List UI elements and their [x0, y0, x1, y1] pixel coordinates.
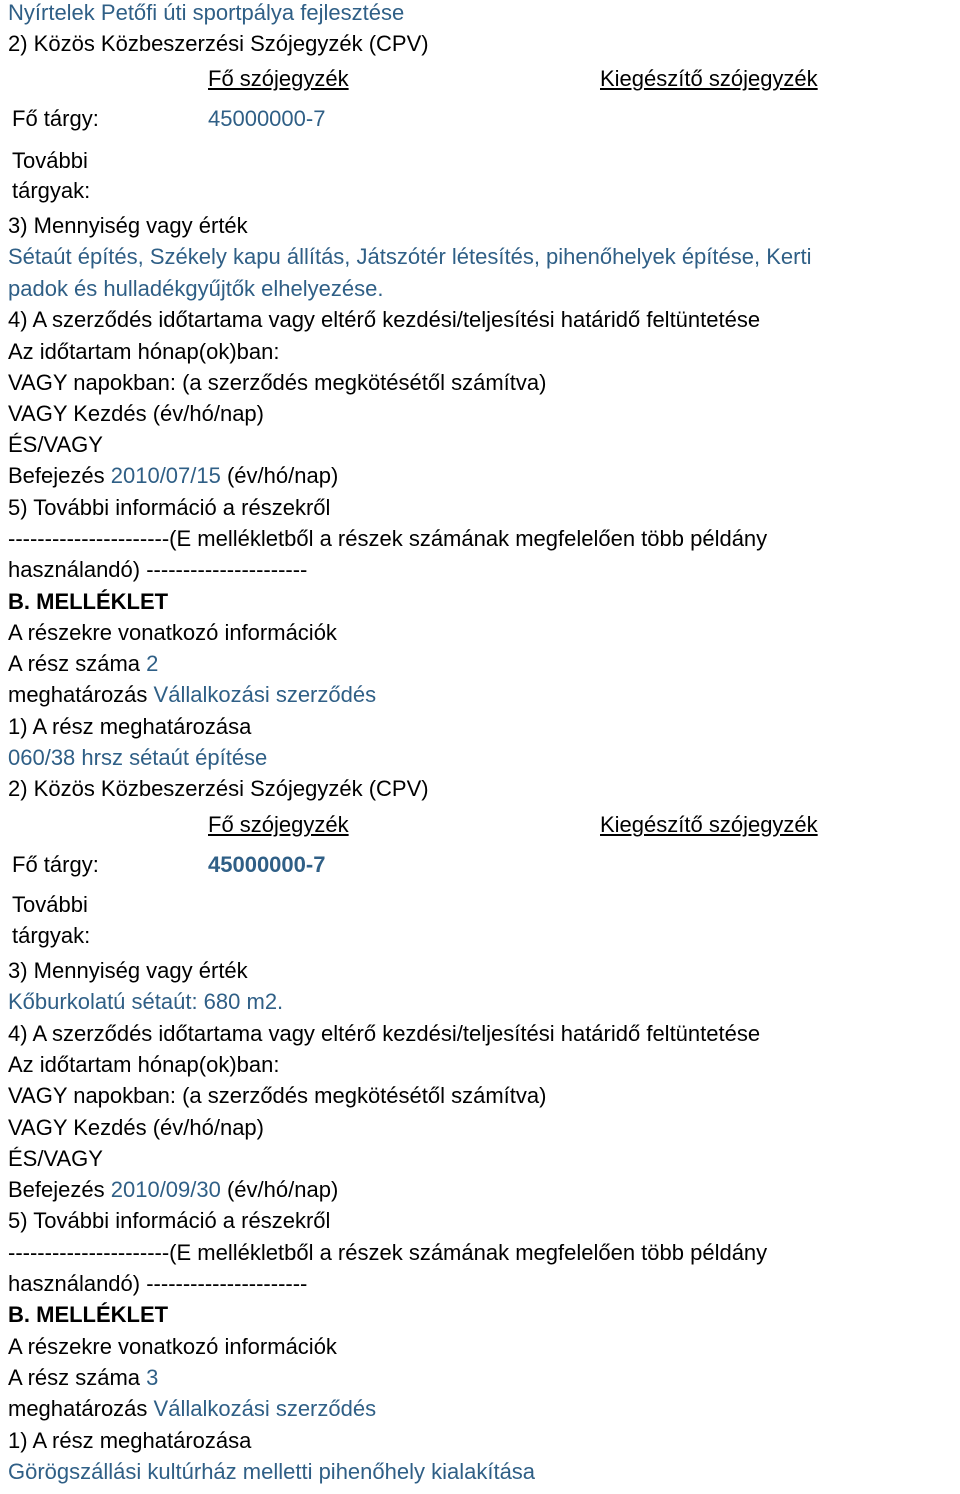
cpv-heading: 2) Közös Közbeszerzési Szójegyzék (CPV)	[8, 31, 429, 56]
part-number-value: 2	[146, 651, 159, 676]
main-object-code: 45000000-7	[208, 852, 326, 877]
part-number	[8, 651, 158, 677]
duration-months: Az időtartam hónap(ok)ban:	[8, 1052, 280, 1077]
part-definition-heading: 1) A rész meghatározása	[8, 1428, 252, 1453]
and-or: ÉS/VAGY	[8, 1146, 103, 1171]
end-date-label: Befejezés	[8, 463, 105, 488]
end-date-value: 2010/09/30	[110, 1177, 221, 1202]
further-objects-label-2: tárgyak:	[12, 923, 91, 948]
main-object-label: Fő tárgy:	[12, 106, 99, 131]
end-date	[8, 463, 338, 489]
annex-note-2: használandó) ----------------------	[8, 1271, 308, 1296]
annex-note: ----------------------(E mellékletből a részek számának megfelelően több példány	[8, 526, 768, 551]
duration-days: VAGY napokban: (a szerződés megkötésétől számítva)	[8, 1083, 547, 1108]
definition	[8, 682, 376, 708]
end-date-format: (év/hó/nap)	[226, 1177, 339, 1202]
cpv-main-vocab-header: Fő szójegyzék	[208, 812, 349, 837]
definition-label: meghatározás	[8, 682, 148, 707]
end-date-format: (év/hó/nap)	[226, 463, 339, 488]
part-number-value: 3	[146, 1365, 159, 1390]
further-info-heading: 5) További információ a részekről	[8, 1208, 331, 1233]
further-objects-label-2: tárgyak:	[12, 178, 91, 203]
cpv-supp-vocab-header: Kiegészítő szójegyzék	[600, 812, 818, 837]
annex-subtitle: A részekre vonatkozó információk	[8, 1334, 337, 1359]
end-date	[8, 1177, 338, 1203]
definition	[8, 1396, 376, 1422]
further-objects-label: További	[12, 148, 88, 173]
annex-note: ----------------------(E mellékletből a részek számának megfelelően több példány	[8, 1240, 768, 1265]
section-title: Nyírtelek Petőfi úti sportpálya fejlesztése	[8, 0, 405, 25]
definition-value: Vállalkozási szerződés	[153, 682, 377, 707]
and-or: ÉS/VAGY	[8, 432, 103, 457]
part-number-label: A rész száma	[8, 1365, 141, 1390]
duration-days: VAGY napokban: (a szerződés megkötésétől számítva)	[8, 370, 547, 395]
annex-title: B. MELLÉKLET	[8, 1302, 169, 1327]
main-object-label: Fő tárgy:	[12, 852, 99, 877]
part-definition-value: 060/38 hrsz sétaút építése	[8, 745, 268, 770]
start-date: VAGY Kezdés (év/hó/nap)	[8, 401, 264, 426]
further-objects-label: További	[12, 892, 88, 917]
start-date: VAGY Kezdés (év/hó/nap)	[8, 1115, 264, 1140]
main-object-code: 45000000-7	[208, 106, 326, 131]
quantity-text: Sétaút építés, Székely kapu állítás, Játszótér létesítés, pihenőhelyek építése, Kerti	[8, 244, 812, 269]
end-date-value: 2010/07/15	[110, 463, 221, 488]
cpv-supp-vocab-header: Kiegészítő szójegyzék	[600, 66, 818, 91]
duration-months: Az időtartam hónap(ok)ban:	[8, 339, 280, 364]
quantity-heading: 3) Mennyiség vagy érték	[8, 958, 248, 983]
quantity-heading: 3) Mennyiség vagy érték	[8, 213, 248, 238]
annex-title: B. MELLÉKLET	[8, 589, 169, 614]
annex-subtitle: A részekre vonatkozó információk	[8, 620, 337, 645]
cpv-heading: 2) Közös Közbeszerzési Szójegyzék (CPV)	[8, 776, 429, 801]
quantity-text: Kőburkolatú sétaút: 680 m2.	[8, 989, 284, 1014]
end-date-label: Befejezés	[8, 1177, 105, 1202]
further-info-heading: 5) További információ a részekről	[8, 495, 331, 520]
cpv-main-vocab-header: Fő szójegyzék	[208, 66, 349, 91]
part-number-label: A rész száma	[8, 651, 141, 676]
quantity-text-2: padok és hulladékgyűjtők elhelyezése.	[8, 276, 384, 301]
part-definition-value: Görögszállási kultúrház melletti pihenőhely kialakítása	[8, 1459, 536, 1484]
duration-heading: 4) A szerződés időtartama vagy eltérő kezdési/teljesítési határidő feltüntetése	[8, 307, 761, 332]
definition-value: Vállalkozási szerződés	[153, 1396, 377, 1421]
part-definition-heading: 1) A rész meghatározása	[8, 714, 252, 739]
definition-label: meghatározás	[8, 1396, 148, 1421]
duration-heading: 4) A szerződés időtartama vagy eltérő kezdési/teljesítési határidő feltüntetése	[8, 1021, 761, 1046]
part-number	[8, 1365, 158, 1391]
annex-note-2: használandó) ----------------------	[8, 557, 308, 582]
